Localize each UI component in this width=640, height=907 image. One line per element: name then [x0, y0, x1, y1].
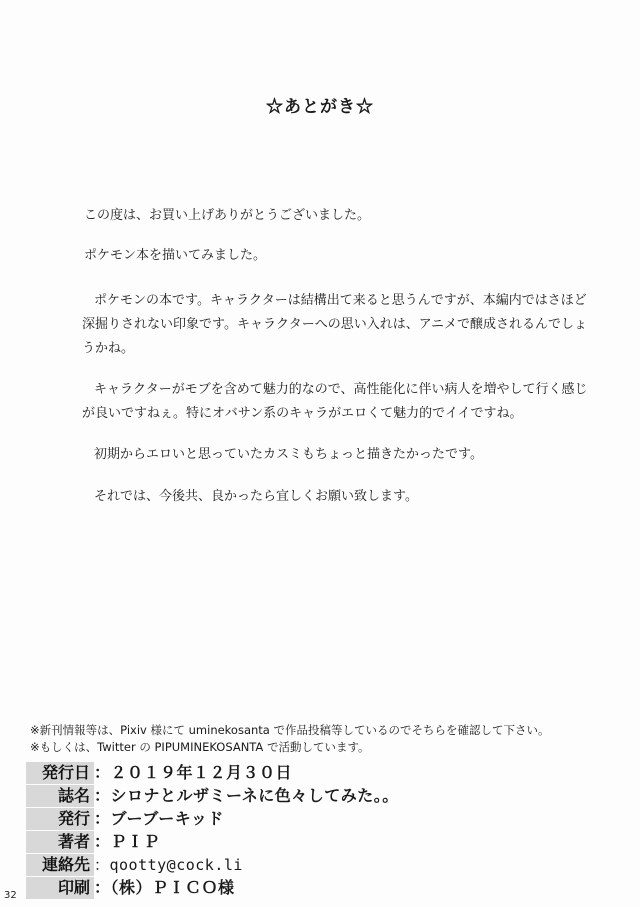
colophon-value: ：ブーブーキッド	[94, 809, 224, 828]
colophon-row-contact	[30, 854, 630, 876]
text-line: この度は、お買い上げありがとうございました。	[84, 208, 371, 223]
paragraph-kasumi	[84, 443, 564, 467]
colophon-row-publisher	[30, 808, 630, 830]
colophon-row-author	[30, 831, 630, 853]
paragraph-attractive	[82, 378, 588, 426]
text-line: うかね。	[82, 341, 135, 356]
colophon-label: 発行	[57, 809, 90, 828]
text-line: ポケモンの本です。キャラクターは結構出て来ると思うんですが、本編内ではさほど	[94, 293, 587, 308]
paragraph-closing	[84, 485, 564, 509]
page-number: 32	[4, 890, 17, 901]
colophon-row-printer	[30, 877, 630, 899]
colophon-label: 著者	[57, 832, 90, 851]
text-line: 深掘りされない印象です。キャラクターへの思い入れは、アニメで醸成されるんでしょ	[82, 317, 588, 332]
text-line: ポケモン本を描いてみました。	[84, 248, 267, 263]
afterword-title: ☆あとがき☆	[266, 97, 374, 117]
colophon-label: 印刷	[57, 878, 90, 897]
paragraph-pokemon-book	[84, 244, 564, 268]
colophon-label: 発行日	[41, 763, 90, 782]
colophon-label: 誌名	[57, 786, 90, 805]
colophon	[30, 762, 630, 900]
info-notes	[30, 722, 630, 756]
colophon-row-date	[30, 762, 630, 784]
paragraph-characters	[82, 289, 588, 361]
text-line: それでは、今後共、良かったら宜しくお願い致します。	[94, 489, 418, 504]
note-pixiv: ※新刊情報等は、Pixiv 様にて uminekosanta で作品投稿等しているのでそちらを確認して下さい。	[30, 723, 550, 737]
contact-email: ：qootty@cock.li	[94, 856, 243, 874]
paragraph-thanks	[84, 204, 564, 228]
note-twitter: ※もしくは、Twitter の PIPUMINEKOSANTA で活動しています。	[30, 740, 370, 754]
colophon-value: ：（株）ＰＩＣＯ様	[94, 878, 235, 897]
colophon-row-title	[30, 785, 630, 807]
colophon-value: ：ＰＩＰ	[94, 832, 161, 851]
colophon-label: 連絡先	[41, 855, 90, 874]
text-line: が良いですねぇ。特にオバサン系のキャラがエロくて魅力的でイイですね。	[82, 406, 523, 421]
text-line: 初期からエロいと思っていたカスミもちょっと描きたかったです。	[94, 447, 483, 462]
text-line: キャラクターがモブを含めて魅力的なので、高性能化に伴い病人を増やして行く感じ	[94, 382, 588, 397]
colophon-value: ：シロナとルザミーネに色々してみた。。	[94, 786, 399, 805]
colophon-value: ：２０１９年１２月３０日	[94, 763, 293, 782]
